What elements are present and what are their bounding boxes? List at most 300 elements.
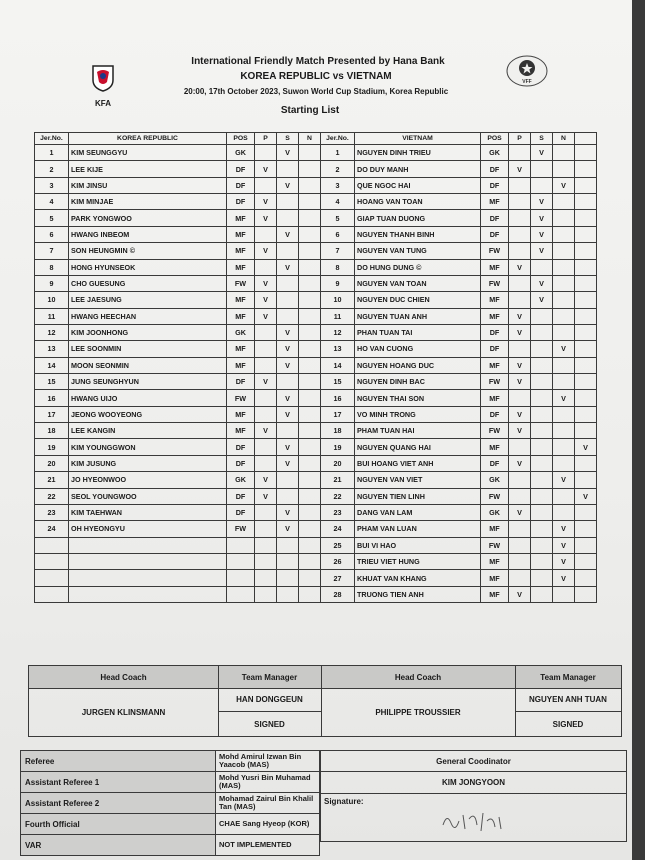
mark-n xyxy=(299,357,321,373)
jersey-number: 19 xyxy=(35,439,69,455)
mark-p: V xyxy=(255,472,277,488)
mark-s xyxy=(531,341,553,357)
jersey-number: 22 xyxy=(321,488,355,504)
mark-p xyxy=(255,406,277,422)
mark-s xyxy=(277,275,299,291)
jersey-number: 14 xyxy=(35,357,69,373)
player-row xyxy=(321,226,597,242)
player-position: DF xyxy=(227,504,255,520)
mark-p xyxy=(509,210,531,226)
mark-n xyxy=(553,357,575,373)
player-row xyxy=(321,243,597,259)
jersey-number: 21 xyxy=(321,472,355,488)
mark-s xyxy=(531,324,553,340)
column-header: N xyxy=(553,133,575,145)
jersey-number: 12 xyxy=(321,324,355,340)
mark-s xyxy=(531,472,553,488)
mark-extra xyxy=(575,537,597,553)
mark-n xyxy=(299,439,321,455)
player-position: DF xyxy=(227,439,255,455)
korea-lineup-table xyxy=(34,132,321,603)
player-name xyxy=(69,586,227,602)
official-name: Mohamad Zairul Bin Khalil Tan (MAS) xyxy=(219,794,314,811)
player-position: GK xyxy=(227,472,255,488)
player-row xyxy=(321,357,597,373)
mark-p: V xyxy=(509,308,531,324)
mark-p xyxy=(255,259,277,275)
mark-s xyxy=(277,308,299,324)
mark-n xyxy=(553,406,575,422)
player-name: NGUYEN TUAN ANH xyxy=(355,308,481,324)
player-position: MF xyxy=(227,243,255,259)
mark-n xyxy=(553,161,575,177)
official-name: Mohd Yusri Bin Muhamad (MAS) xyxy=(219,773,311,790)
mark-s: V xyxy=(531,243,553,259)
player-name: GIAP TUAN DUONG xyxy=(355,210,481,226)
korea-header-row xyxy=(35,133,321,145)
official-name: NOT IMPLEMENTED xyxy=(219,840,292,849)
player-name: KIM SEUNGGYU xyxy=(69,145,227,161)
mark-p xyxy=(255,226,277,242)
jersey-number: 22 xyxy=(35,488,69,504)
player-position: MF xyxy=(227,226,255,242)
jersey-number: 9 xyxy=(321,275,355,291)
mark-n xyxy=(299,210,321,226)
player-position: MF xyxy=(227,423,255,439)
mark-n: V xyxy=(553,537,575,553)
jersey-number: 4 xyxy=(321,194,355,210)
mark-n: V xyxy=(553,472,575,488)
player-position: GK xyxy=(481,472,509,488)
player-name: SON HEUNGMIN © xyxy=(69,243,227,259)
mark-s: V xyxy=(531,292,553,308)
player-name: KIM YOUNGGWON xyxy=(69,439,227,455)
mark-p: V xyxy=(255,161,277,177)
mark-extra xyxy=(575,308,597,324)
player-row xyxy=(35,145,321,161)
mark-extra xyxy=(575,194,597,210)
jersey-number: 16 xyxy=(35,390,69,406)
jersey-number: 24 xyxy=(321,521,355,537)
player-name: HWANG HEECHAN xyxy=(69,308,227,324)
mark-extra xyxy=(575,292,597,308)
mark-s xyxy=(531,504,553,520)
mark-extra xyxy=(575,374,597,390)
player-row xyxy=(321,439,597,455)
column-header: POS xyxy=(227,133,255,145)
jersey-number: 25 xyxy=(321,537,355,553)
mark-s: V xyxy=(531,275,553,291)
mark-p xyxy=(255,145,277,161)
player-position: FW xyxy=(481,275,509,291)
player-name: HONG HYUNSEOK xyxy=(69,259,227,275)
mark-n xyxy=(299,194,321,210)
jersey-number: 13 xyxy=(321,341,355,357)
official-row xyxy=(20,793,320,814)
player-position: DF xyxy=(227,194,255,210)
vff-label: VFF xyxy=(522,79,532,85)
mark-s xyxy=(531,177,553,193)
vietnam-rows xyxy=(321,145,597,603)
player-row xyxy=(321,145,597,161)
player-row xyxy=(35,472,321,488)
jersey-number: 14 xyxy=(321,357,355,373)
player-name: KIM MINJAE xyxy=(69,194,227,210)
mark-n xyxy=(299,472,321,488)
mark-p xyxy=(509,275,531,291)
player-row xyxy=(321,570,597,586)
mark-n xyxy=(553,259,575,275)
player-row xyxy=(35,357,321,373)
mark-p xyxy=(509,553,531,569)
mark-p: V xyxy=(509,324,531,340)
player-row xyxy=(321,521,597,537)
korea-rows xyxy=(35,145,321,603)
korea-signed: SIGNED xyxy=(254,719,285,729)
jersey-number: 12 xyxy=(35,324,69,340)
mark-p xyxy=(255,439,277,455)
korea-head-coach-label: Head Coach xyxy=(100,672,147,682)
player-name: VO MINH TRONG xyxy=(355,406,481,422)
player-row xyxy=(321,553,597,569)
mark-n xyxy=(553,292,575,308)
mark-n xyxy=(299,226,321,242)
mark-p: V xyxy=(509,406,531,422)
jersey-number: 1 xyxy=(321,145,355,161)
mark-extra: V xyxy=(575,439,597,455)
player-name: HWANG UIJO xyxy=(69,390,227,406)
mark-p xyxy=(255,390,277,406)
mark-s: V xyxy=(277,177,299,193)
mark-n xyxy=(553,194,575,210)
player-name: PHAN TUAN TAI xyxy=(355,324,481,340)
player-name: NGUYEN THANH BINH xyxy=(355,226,481,242)
vietnam-lineup-table xyxy=(320,132,597,603)
jersey-number: 6 xyxy=(35,226,69,242)
player-position: FW xyxy=(227,521,255,537)
player-row xyxy=(35,210,321,226)
mark-n xyxy=(553,374,575,390)
mark-extra xyxy=(575,472,597,488)
mark-n: V xyxy=(553,177,575,193)
staff-section xyxy=(28,665,622,737)
mark-n xyxy=(299,324,321,340)
player-position: FW xyxy=(481,243,509,259)
mark-p xyxy=(255,586,277,602)
jersey-number: 3 xyxy=(35,177,69,193)
vietnam-head-coach-name: PHILIPPE TROUSSIER xyxy=(375,707,461,717)
official-row xyxy=(20,835,320,856)
player-row xyxy=(35,439,321,455)
mark-n xyxy=(553,243,575,259)
mark-n xyxy=(299,488,321,504)
mark-extra xyxy=(575,324,597,340)
jersey-number xyxy=(35,570,69,586)
mark-n: V xyxy=(553,390,575,406)
player-row xyxy=(321,341,597,357)
player-row xyxy=(35,553,321,569)
column-header: POS xyxy=(481,133,509,145)
player-position xyxy=(227,586,255,602)
mark-s: V xyxy=(277,390,299,406)
player-row xyxy=(35,177,321,193)
jersey-number: 5 xyxy=(35,210,69,226)
mark-n xyxy=(299,455,321,471)
mark-extra xyxy=(575,341,597,357)
player-position: FW xyxy=(481,488,509,504)
player-row xyxy=(35,243,321,259)
player-position: MF xyxy=(227,357,255,373)
mark-p xyxy=(509,194,531,210)
player-row xyxy=(321,406,597,422)
mark-s xyxy=(531,374,553,390)
player-name: KIM JUSUNG xyxy=(69,455,227,471)
mark-n xyxy=(299,537,321,553)
player-name: KIM JINSU xyxy=(69,177,227,193)
jersey-number: 2 xyxy=(321,161,355,177)
player-position: MF xyxy=(481,259,509,275)
player-position: MF xyxy=(481,194,509,210)
mark-n xyxy=(553,210,575,226)
player-row xyxy=(321,292,597,308)
match-header xyxy=(0,56,632,116)
mark-p xyxy=(255,553,277,569)
player-name: DO HUNG DUNG © xyxy=(355,259,481,275)
mark-s xyxy=(277,488,299,504)
mark-p xyxy=(255,324,277,340)
player-row xyxy=(321,177,597,193)
mark-s xyxy=(277,243,299,259)
jersey-number: 5 xyxy=(321,210,355,226)
player-name: NGUYEN VAN VIET xyxy=(355,472,481,488)
player-row xyxy=(321,423,597,439)
mark-n xyxy=(299,374,321,390)
mark-n xyxy=(299,553,321,569)
player-name: CHO GUESUNG xyxy=(69,275,227,291)
jersey-number: 3 xyxy=(321,177,355,193)
player-position: DF xyxy=(481,177,509,193)
mark-n xyxy=(299,423,321,439)
player-name: JO HYEONWOO xyxy=(69,472,227,488)
player-name: LEE KANGIN xyxy=(69,423,227,439)
player-row xyxy=(35,504,321,520)
player-position: DF xyxy=(481,324,509,340)
jersey-number: 16 xyxy=(321,390,355,406)
column-header xyxy=(575,133,597,145)
player-name: JUNG SEUNGHYUN xyxy=(69,374,227,390)
player-position: DF xyxy=(481,161,509,177)
mark-n: V xyxy=(553,521,575,537)
mark-n xyxy=(553,586,575,602)
player-position: MF xyxy=(481,439,509,455)
jersey-number: 4 xyxy=(35,194,69,210)
mark-p xyxy=(255,455,277,471)
jersey-number: 8 xyxy=(35,259,69,275)
mark-extra xyxy=(575,390,597,406)
player-name: NGUYEN VAN TUNG xyxy=(355,243,481,259)
player-name: LEE JAESUNG xyxy=(69,292,227,308)
mark-extra xyxy=(575,226,597,242)
mark-p xyxy=(509,537,531,553)
player-name: QUE NGOC HAI xyxy=(355,177,481,193)
column-header: S xyxy=(277,133,299,145)
column-header: S xyxy=(531,133,553,145)
mark-n xyxy=(299,504,321,520)
player-row xyxy=(35,292,321,308)
jersey-number: 8 xyxy=(321,259,355,275)
vietnam-header-row xyxy=(321,133,597,145)
player-row xyxy=(321,324,597,340)
player-name: LEE KIJE xyxy=(69,161,227,177)
player-row xyxy=(35,161,321,177)
mark-n xyxy=(553,308,575,324)
player-name: PHAM VAN LUAN xyxy=(355,521,481,537)
player-position: MF xyxy=(227,259,255,275)
korea-team-manager-name: HAN DONGGEUN xyxy=(236,695,303,704)
player-name: TRIEU VIET HUNG xyxy=(355,553,481,569)
mark-p: V xyxy=(255,308,277,324)
mark-s xyxy=(531,308,553,324)
player-position: DF xyxy=(481,226,509,242)
mark-s xyxy=(277,537,299,553)
player-position: DF xyxy=(227,177,255,193)
player-name: NGUYEN DINH BAC xyxy=(355,374,481,390)
player-position: FW xyxy=(481,423,509,439)
mark-n: V xyxy=(553,341,575,357)
mark-n xyxy=(299,259,321,275)
mark-extra xyxy=(575,406,597,422)
player-position xyxy=(227,553,255,569)
mark-extra xyxy=(575,145,597,161)
column-header: P xyxy=(255,133,277,145)
mark-p xyxy=(509,145,531,161)
mark-n xyxy=(553,324,575,340)
player-name: HO VAN CUONG xyxy=(355,341,481,357)
mark-p: V xyxy=(255,194,277,210)
mark-n xyxy=(299,308,321,324)
coordinator-name: KIM JONGYOON xyxy=(321,771,626,794)
jersey-number: 24 xyxy=(35,521,69,537)
mark-n xyxy=(299,145,321,161)
column-header: Jer.No. xyxy=(35,133,69,145)
match-officials xyxy=(20,750,320,856)
jersey-number: 6 xyxy=(321,226,355,242)
mark-n xyxy=(553,145,575,161)
player-row xyxy=(321,275,597,291)
mark-p: V xyxy=(509,259,531,275)
mark-s: V xyxy=(277,521,299,537)
player-name: TRUONG TIEN ANH xyxy=(355,586,481,602)
jersey-number: 27 xyxy=(321,570,355,586)
jersey-number: 1 xyxy=(35,145,69,161)
mark-s: V xyxy=(277,259,299,275)
player-row xyxy=(35,324,321,340)
mark-p: V xyxy=(255,488,277,504)
player-row xyxy=(321,472,597,488)
mark-s xyxy=(531,537,553,553)
player-name: BUI HOANG VIET ANH xyxy=(355,455,481,471)
mark-s xyxy=(531,488,553,504)
mark-extra xyxy=(575,521,597,537)
player-name: PARK YONGWOO xyxy=(69,210,227,226)
jersey-number: 17 xyxy=(35,406,69,422)
signature-label: Signature: xyxy=(324,797,364,806)
player-name: DO DUY MANH xyxy=(355,161,481,177)
official-role: Assistant Referee 2 xyxy=(21,793,216,813)
mark-p xyxy=(509,488,531,504)
jersey-number: 11 xyxy=(35,308,69,324)
jersey-number xyxy=(35,537,69,553)
player-position: GK xyxy=(481,504,509,520)
player-name: DANG VAN LAM xyxy=(355,504,481,520)
mark-n xyxy=(299,390,321,406)
jersey-number xyxy=(35,553,69,569)
player-name: NGUYEN QUANG HAI xyxy=(355,439,481,455)
mark-s xyxy=(277,472,299,488)
player-row xyxy=(35,570,321,586)
mark-extra xyxy=(575,586,597,602)
player-name: NGUYEN DINH TRIEU xyxy=(355,145,481,161)
player-position: MF xyxy=(481,521,509,537)
mark-p xyxy=(509,292,531,308)
mark-p xyxy=(509,243,531,259)
player-position: MF xyxy=(481,570,509,586)
mark-p: V xyxy=(509,504,531,520)
jersey-number: 13 xyxy=(35,341,69,357)
mark-extra xyxy=(575,177,597,193)
player-row xyxy=(35,194,321,210)
vietnam-team-manager-name: NGUYEN ANH TUAN xyxy=(529,695,607,704)
player-row xyxy=(321,504,597,520)
player-row xyxy=(321,308,597,324)
player-name: NGUYEN THAI SON xyxy=(355,390,481,406)
player-row xyxy=(321,488,597,504)
general-coordinator-box xyxy=(320,750,627,842)
player-row xyxy=(35,406,321,422)
player-position: DF xyxy=(481,210,509,226)
column-header: N xyxy=(299,133,321,145)
mark-p: V xyxy=(509,455,531,471)
player-row xyxy=(321,586,597,602)
mark-s: V xyxy=(277,145,299,161)
player-name: KHUAT VAN KHANG xyxy=(355,570,481,586)
mark-p: V xyxy=(509,423,531,439)
player-row xyxy=(35,488,321,504)
player-name: OH HYEONGYU xyxy=(69,521,227,537)
player-position: FW xyxy=(481,537,509,553)
mark-s: V xyxy=(277,439,299,455)
mark-n xyxy=(299,406,321,422)
mark-extra xyxy=(575,259,597,275)
mark-s xyxy=(531,406,553,422)
jersey-number: 23 xyxy=(35,504,69,520)
vietnam-team-manager-label: Team Manager xyxy=(540,672,596,682)
signature-scribble-icon xyxy=(439,803,519,837)
player-position: FW xyxy=(481,374,509,390)
official-name: CHAE Sang Hyeop (KOR) xyxy=(219,819,310,828)
official-role: VAR xyxy=(21,835,216,855)
mark-s: V xyxy=(277,504,299,520)
player-name xyxy=(69,553,227,569)
mark-p: V xyxy=(255,423,277,439)
mark-p: V xyxy=(255,210,277,226)
mark-s: V xyxy=(531,194,553,210)
official-name: Mohd Amirul Izwan Bin Yaacob (MAS) xyxy=(219,752,302,769)
mark-s xyxy=(531,357,553,373)
mark-n xyxy=(299,177,321,193)
mark-p: V xyxy=(255,243,277,259)
jersey-number: 15 xyxy=(321,374,355,390)
